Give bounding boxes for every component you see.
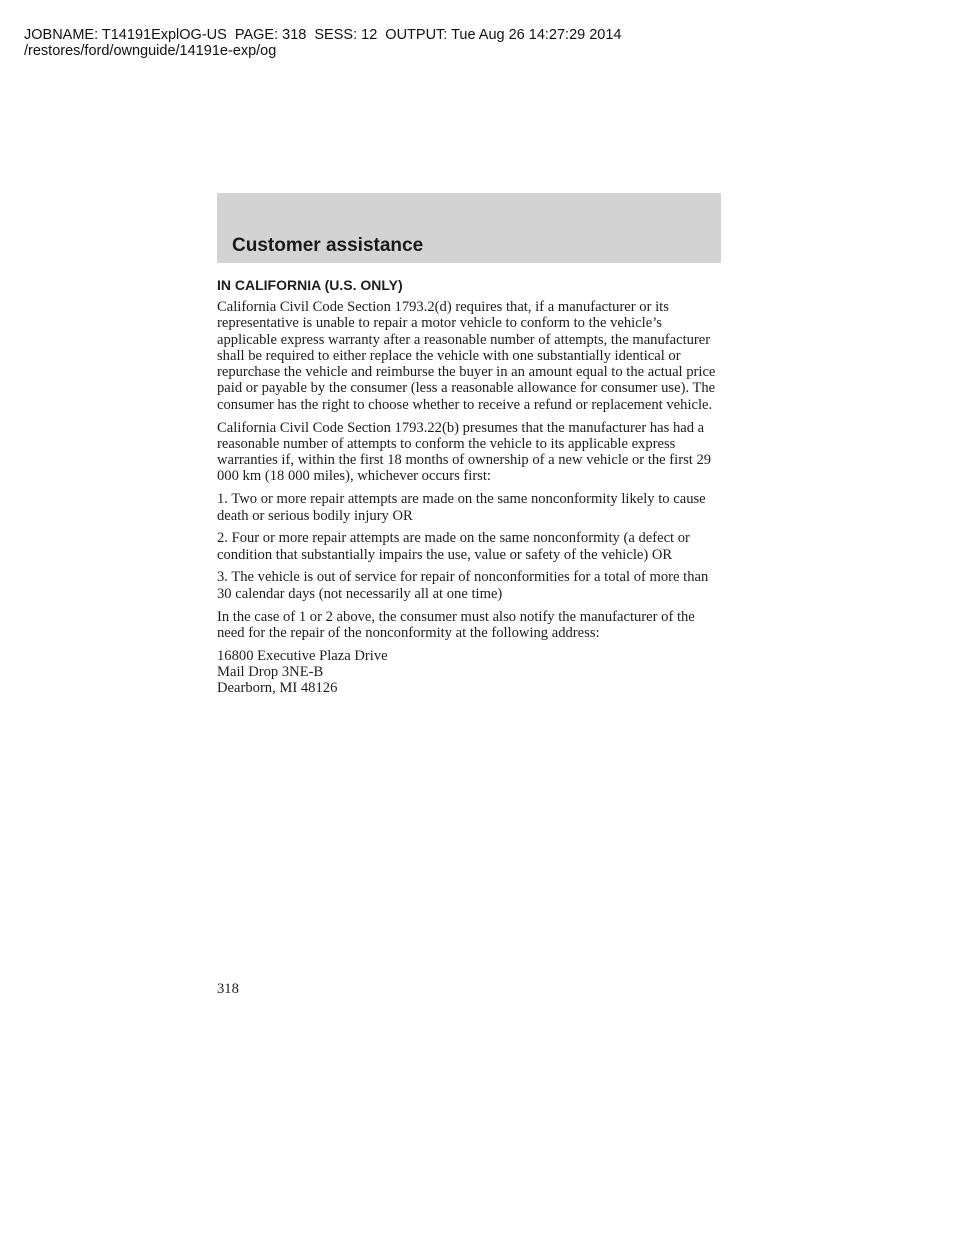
address-city-state-zip: Dearborn, MI 48126	[217, 680, 338, 697]
mailing-address	[217, 648, 723, 697]
section-header-band	[217, 193, 721, 263]
job-header-line2: /restores/ford/ownguide/14191e-exp/og	[24, 43, 277, 59]
section-title: Customer assistance	[232, 235, 424, 256]
page-content	[217, 276, 723, 703]
paragraph-notify-manufacturer: In the case of 1 or 2 above, the consumer must also notify the manufacturer of the need for the repair of the nonconformity at the following address:	[217, 608, 695, 641]
list-item-condition-2: 2. Four or more repair attempts are made on the same nonconformity (a defect or condition that substantially impairs the use, value or safety of the vehicle) OR	[217, 530, 690, 563]
section-heading: IN CALIFORNIA (U.S. ONLY)	[217, 277, 403, 293]
paragraph-civil-code-1793-22: California Civil Code Section 1793.22(b) presumes that the manufacturer has had a reasonable number of attempts to conform the vehicle to its applicable express warranties if, within the first 18 months of ownership of a new vehicle or the first 29 000 km (18 000 miles), whichever occurs first:	[217, 419, 712, 485]
page-number: 318	[217, 981, 239, 997]
job-header	[24, 27, 622, 59]
address-street: 16800 Executive Plaza Drive	[217, 647, 388, 664]
job-header-line1: JOBNAME: T14191ExplOG-US PAGE: 318 SESS: 12 OUTPUT: Tue Aug 26 14:27:29 2014	[24, 27, 622, 43]
list-item-condition-3: 3. The vehicle is out of service for repair of nonconformities for a total of more than 30 calendar days (not necessarily all at one time)	[217, 569, 709, 602]
address-mail-drop: Mail Drop 3NE-B	[217, 663, 324, 680]
paragraph-civil-code-1793-2: California Civil Code Section 1793.2(d) requires that, if a manufacturer or its representative is unable to repair a motor vehicle to conform to the vehicle’s applicable express warranty after a reasonable number of attempts, the manufacturer shall be required to either replace the vehicle with one substantially identical or repurchase the vehicle and reimburse the buyer in an amount equal to the actual price paid or payable by the consumer (less a reasonable allowance for consumer use). The consumer has the right to choose whether to receive a refund or replacement vehicle.	[217, 299, 716, 413]
list-item-condition-1: 1. Two or more repair attempts are made on the same nonconformity likely to cause death or serious bodily injury OR	[217, 491, 706, 524]
